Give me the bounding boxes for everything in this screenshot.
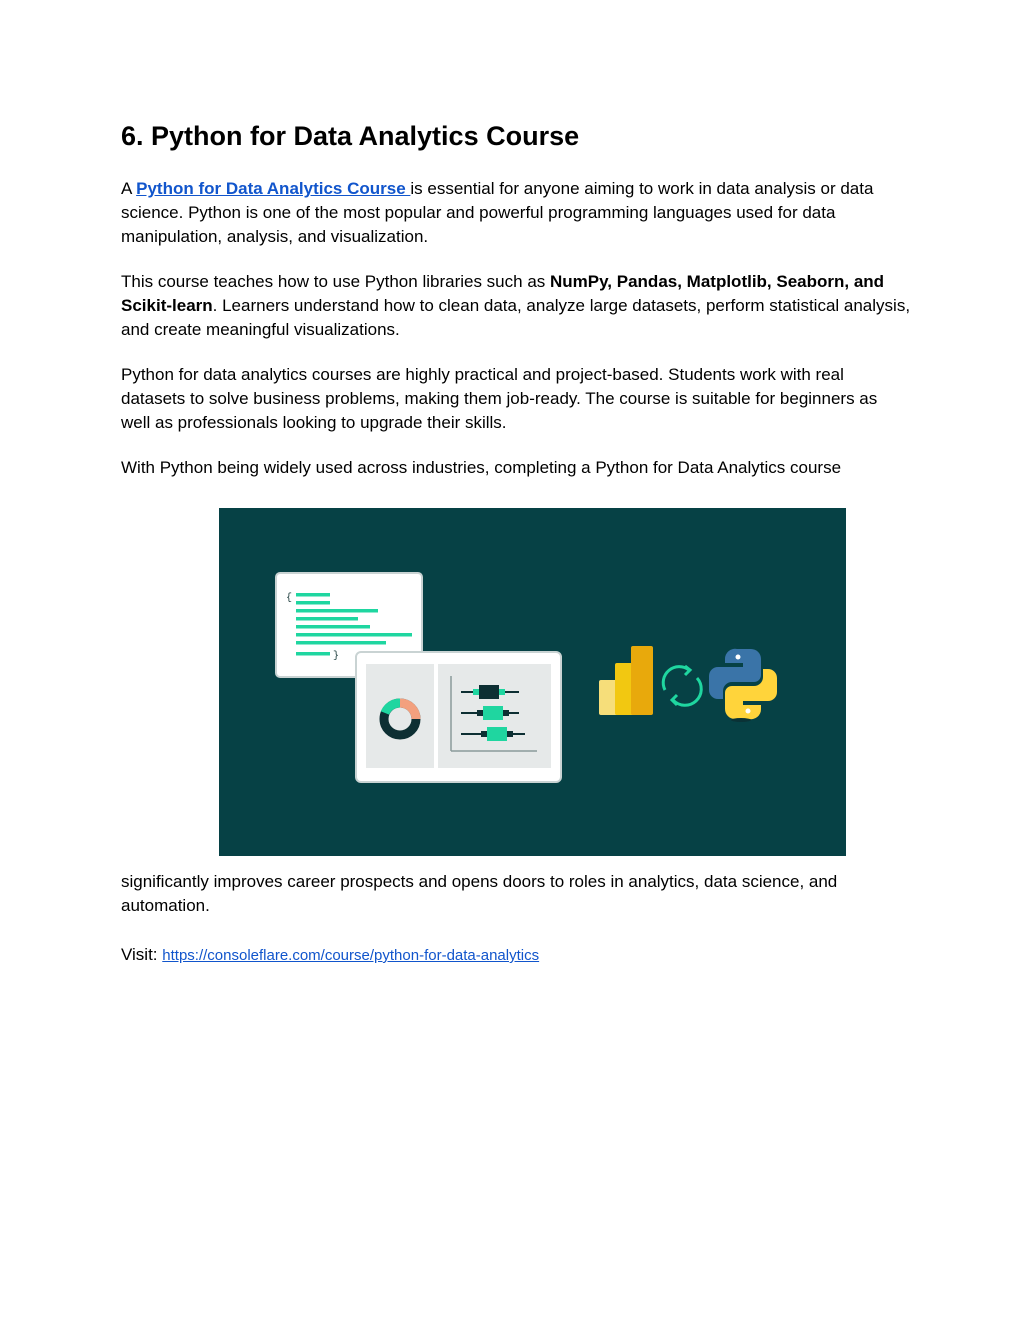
sync-arrows-icon bbox=[663, 666, 701, 705]
intro-suffix: is essential for anyone aiming to work in data analysis or data science. Python is one of the most popular and powerful programming languages used for data manipulation, analysis, and visualization. bbox=[121, 179, 874, 246]
intro-paragraph bbox=[121, 177, 911, 249]
course-link[interactable]: Python for Data Analytics Course bbox=[136, 179, 411, 198]
libraries-list: NumPy, Pandas, Matplotlib, Seaborn, and Scikit-learn bbox=[121, 272, 885, 315]
svg-text:}: } bbox=[333, 651, 340, 662]
libraries-suffix: . Learners understand how to clean data, analyze large datasets, perform statistical analysis, and create meaningful visualizations. bbox=[121, 296, 911, 339]
industries-paragraph: With Python being widely used across industries, completing a Python for Data Analytics course bbox=[121, 458, 842, 477]
libraries-paragraph bbox=[121, 270, 911, 342]
svg-text:{: { bbox=[286, 593, 293, 604]
page-title: 6. Python for Data Analytics Course bbox=[121, 121, 580, 151]
course-illustration bbox=[219, 508, 846, 856]
visit-label: Visit: bbox=[121, 945, 163, 964]
career-paragraph: significantly improves career prospects and opens doors to roles in analytics, data science, and automation. bbox=[121, 872, 838, 915]
visit-line bbox=[121, 943, 911, 968]
power-bi-icon bbox=[599, 646, 653, 715]
intro-prefix: A bbox=[121, 179, 137, 198]
libraries-prefix: This course teaches how to use Python libraries such as bbox=[121, 272, 550, 291]
python-logo-icon bbox=[709, 649, 777, 722]
practical-paragraph: Python for data analytics courses are highly practical and project-based. Students work with real datasets to solve business problems, making them job-ready. The course is suitable for beginners as well as professionals looking to upgrade their skills. bbox=[121, 365, 878, 432]
visit-url-link[interactable]: https://consoleflare.com/course/python-for-data-analytics bbox=[162, 947, 540, 964]
